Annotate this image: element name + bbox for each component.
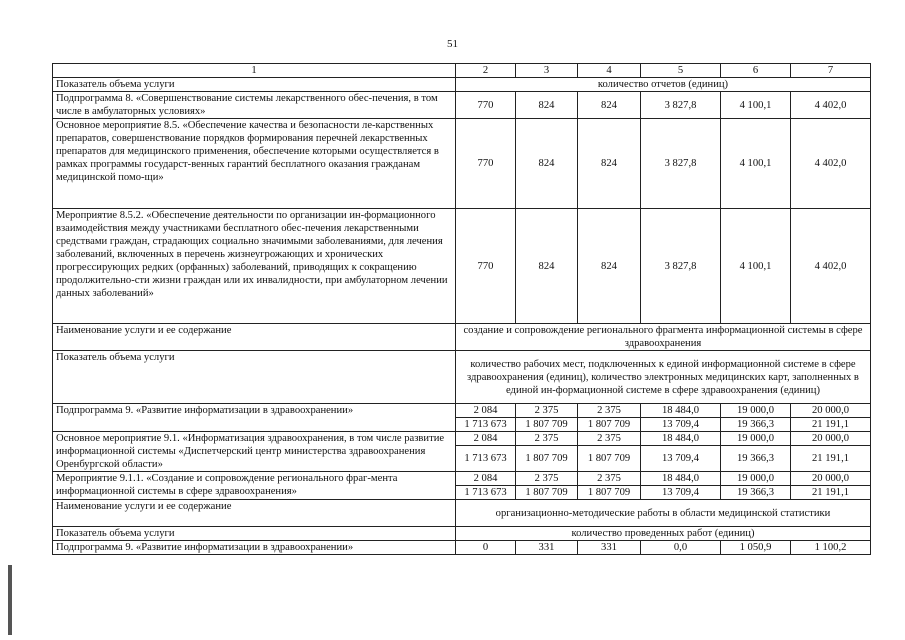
column-header: 5 (641, 64, 721, 78)
row-span-text: количество рабочих мест, подключенных к единой информационной системе в сфере здравоохранения (единиц), количество электронных медицинских карт, заполненных в единой ин-формационной системе в сфере здравоохранения (единиц) (456, 351, 871, 404)
row-span-text: организационно-методические работы в области медицинской статистики (456, 500, 871, 527)
cell-value: 1 807 709 (578, 446, 641, 472)
cell-value: 1 807 709 (578, 486, 641, 500)
cell-value: 19 366,3 (721, 446, 791, 472)
cell-value: 3 827,8 (641, 119, 721, 209)
cell-value: 19 366,3 (721, 418, 791, 432)
column-header: 7 (791, 64, 871, 78)
table-row (53, 541, 871, 555)
table-row (53, 500, 871, 527)
table-row (53, 78, 871, 92)
cell-value: 2 375 (578, 432, 641, 446)
cell-value: 4 402,0 (791, 209, 871, 324)
cell-value: 1 713 673 (456, 418, 516, 432)
table-row (53, 92, 871, 119)
cell-value: 0 (456, 541, 516, 555)
scan-edge-mark (8, 565, 12, 635)
row-label: Подпрограмма 9. «Развитие информатизации в здравоохранении» (53, 404, 456, 432)
cell-value: 21 191,1 (791, 446, 871, 472)
column-header: 6 (721, 64, 791, 78)
cell-value: 331 (516, 541, 578, 555)
cell-value: 1 713 673 (456, 486, 516, 500)
row-label: Мероприятие 8.5.2. «Обеспечение деятельности по организации ин-формационного взаимодействия между участниками бесплатного обес-печения лекарственными средствами граждан, страдающих социально значимыми заболеваниями, для лечения заболеваний, включенных в перечень жизнеугрожающих и хронических прогрессирующих редких (орфанных) заболеваний, приводящих к сокращению продолжительно-сти жизни граждан или их инвалидности, при амбулаторном лечении данных заболеваний» (53, 209, 456, 324)
row-label: Подпрограмма 9. «Развитие информатизации в здравоохранении» (53, 541, 456, 555)
cell-value: 2 084 (456, 404, 516, 418)
cell-value: 824 (516, 92, 578, 119)
cell-value: 18 484,0 (641, 404, 721, 418)
cell-value: 0,0 (641, 541, 721, 555)
cell-value: 2 375 (516, 432, 578, 446)
row-span-text: создание и сопровождение регионального фрагмента информационной системы в сфере здравоохранения (456, 324, 871, 351)
cell-value: 2 375 (578, 404, 641, 418)
cell-value: 18 484,0 (641, 472, 721, 486)
cell-value: 2 084 (456, 472, 516, 486)
column-header: 2 (456, 64, 516, 78)
row-label: Основное мероприятие 8.5. «Обеспечение качества и безопасности ле-карственных препаратов, совершенствование порядков формирования перечней лекарственных препаратов для медицинского применения, обеспечение которыми осуществляется в рамках программы государст-венных гарантий бесплатного оказания гражданам медицинской помо-щи» (53, 119, 456, 209)
cell-value: 824 (578, 92, 641, 119)
table-row (53, 404, 871, 418)
cell-value: 4 402,0 (791, 92, 871, 119)
row-label: Наименование услуги и ее содержание (53, 324, 456, 351)
row-label: Подпрограмма 8. «Совершенствование системы лекарственного обес-печения, в том числе в амбулаторных условиях» (53, 92, 456, 119)
table-row (53, 472, 871, 486)
cell-value: 1 050,9 (721, 541, 791, 555)
cell-value: 3 827,8 (641, 209, 721, 324)
header-row (53, 64, 871, 78)
row-label: Наименование услуги и ее содержание (53, 500, 456, 527)
cell-value: 18 484,0 (641, 432, 721, 446)
cell-value: 1 713 673 (456, 446, 516, 472)
cell-value: 1 807 709 (516, 486, 578, 500)
column-header: 3 (516, 64, 578, 78)
cell-value: 824 (516, 119, 578, 209)
row-label: Показатель объема услуги (53, 527, 456, 541)
row-label: Показатель объема услуги (53, 78, 456, 92)
table-row (53, 432, 871, 446)
row-span-text: количество отчетов (единиц) (456, 78, 871, 92)
cell-value: 20 000,0 (791, 472, 871, 486)
table-row (53, 527, 871, 541)
cell-value: 21 191,1 (791, 486, 871, 500)
cell-value: 331 (578, 541, 641, 555)
table-row (53, 351, 871, 404)
cell-value: 20 000,0 (791, 432, 871, 446)
row-span-text: количество проведенных работ (единиц) (456, 527, 871, 541)
cell-value: 20 000,0 (791, 404, 871, 418)
cell-value: 1 807 709 (578, 418, 641, 432)
cell-value: 19 000,0 (721, 472, 791, 486)
cell-value: 19 000,0 (721, 404, 791, 418)
cell-value: 1 807 709 (516, 446, 578, 472)
table-row (53, 324, 871, 351)
services-table (52, 63, 871, 555)
cell-value: 770 (456, 92, 516, 119)
cell-value: 770 (456, 119, 516, 209)
table-row (53, 209, 871, 324)
cell-value: 13 709,4 (641, 418, 721, 432)
row-label: Показатель объема услуги (53, 351, 456, 404)
cell-value: 824 (578, 119, 641, 209)
cell-value: 2 084 (456, 432, 516, 446)
column-header: 4 (578, 64, 641, 78)
cell-value: 4 100,1 (721, 209, 791, 324)
page-number: 51 (447, 38, 458, 50)
column-header: 1 (53, 64, 456, 78)
cell-value: 2 375 (516, 472, 578, 486)
cell-value: 2 375 (516, 404, 578, 418)
cell-value: 13 709,4 (641, 446, 721, 472)
cell-value: 3 827,8 (641, 92, 721, 119)
cell-value: 19 366,3 (721, 486, 791, 500)
cell-value: 1 807 709 (516, 418, 578, 432)
cell-value: 824 (516, 209, 578, 324)
cell-value: 770 (456, 209, 516, 324)
cell-value: 4 100,1 (721, 119, 791, 209)
cell-value: 2 375 (578, 472, 641, 486)
cell-value: 13 709,4 (641, 486, 721, 500)
row-label: Мероприятие 9.1.1. «Создание и сопровождение регионального фраг-мента информационной системы в сфере здравоохранения» (53, 472, 456, 500)
cell-value: 4 100,1 (721, 92, 791, 119)
table-row (53, 119, 871, 209)
cell-value: 4 402,0 (791, 119, 871, 209)
cell-value: 1 100,2 (791, 541, 871, 555)
row-label: Основное мероприятие 9.1. «Информатизация здравоохранения, в том числе развитие информационной системы «Диспетчерский центр министерства здравоохранения Оренбургской области» (53, 432, 456, 472)
cell-value: 824 (578, 209, 641, 324)
cell-value: 21 191,1 (791, 418, 871, 432)
cell-value: 19 000,0 (721, 432, 791, 446)
